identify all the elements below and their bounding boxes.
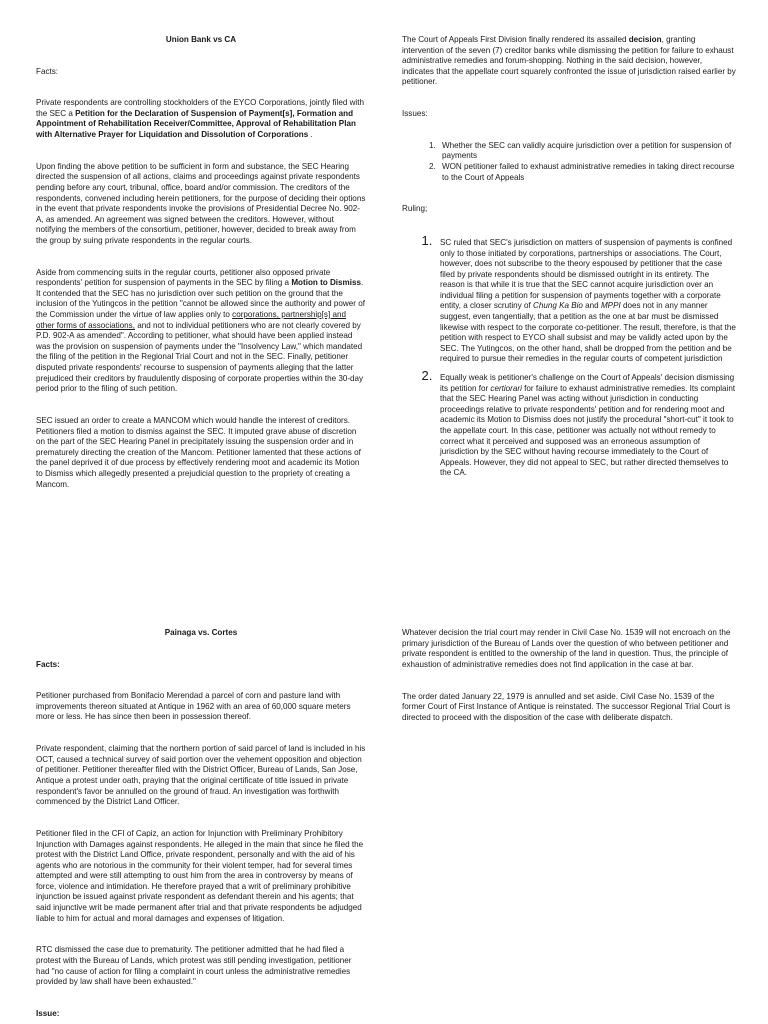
case1-issues-label: Issues: — [402, 109, 428, 119]
case2-facts-column — [36, 628, 366, 1024]
ruling-item-1: 1. SC ruled that SEC's jurisdiction on matters of suspension of payments is confined only to those initiated by corporations, partnerships or associations. The Court, however, does not subscribe to the theory espoused by petitioner that the case filed by private respondents should be dismissed outright in its entirety. The reason is that while it is true that the SEC cannot acquire jurisdiction over an individual filing a petition for suspension of payments together with a corporate entity, a closer scrutiny of Chung Ka Bio and MPPI does not in any manner suggest, even tangentially, that a petition as the one at bar must be dismissed likewise with respect to the corporate co-petitioner. The result, therefore, is that the petition with respect to EYCO shall subsist and may be validly acted upon by the SEC. The Yutingcos, on the other hand, shall be dropped from the petition and be required to pursue their remedies in the regular courts of competent jurisdiction — [436, 236, 736, 365]
case2-facts-paragraph-3: Petitioner filed in the CFI of Capiz, an action for Injunction with Preliminary Prohibitory Injunction with Damages against respondents. He alleged in the main that since he filed the protest with the District Land Office, private respondent, personally and with the aid of his agents who are notorious in the community for their violent temper, had for several times attempted and were still attempting to oust him from the area in controversy by means of force, violence and intimidation. He therefore prayed that a writ of preliminary prohibitive injunction be issued against private respondent as defendant therein and his agents; that said injunctive writ be made permanent after trial and that private respondents be adjudged liable to him for actual and moral damages and expenses of litigation. — [36, 828, 364, 923]
case1-facts-column — [36, 35, 366, 501]
case1-ruling-label: Ruling; — [402, 204, 428, 214]
petition-title: Petition for the Declaration of Suspension of Payment[s], Formation and Appointment of Rehabilitation Receiver/Committee, Approval of Rehabilitation Plan with Alternative Prayer for Liquidation and Dissolution of Corporations — [36, 108, 356, 139]
case1-title: Union Bank vs CA — [165, 35, 237, 44]
case1-facts-paragraph-1: Private respondents are controlling stockholders of the EYCO Corporations, jointly filed with the SEC a Petition for the Declaration of Suspension of Payment[s], Formation and Appointment of Rehabilitation Receiver/Committee, Approval of Rehabilitation Plan with Alternative Prayer for Liquidation and Dissolution of Corporations . — [36, 98, 364, 139]
case2-ruling-paragraph-1: Whatever decision the trial court may render in Civil Case No. 1539 will not encroach on the primary jurisdiction of the Bureau of Lands over the question of who between petitioner and private respondent is entitled to the ownership of the land in question. Thus, the principle of exhaustion of administrative remedies does not find application in the case at bar. — [402, 628, 731, 669]
case1-ruling-list — [402, 236, 736, 479]
case2-ruling-paragraph-2: The order dated January 22, 1979 is annulled and set aside. Civil Case No. 1539 of the former Court of First Instance of Antique is reinstated. The successor Regional Trial Court is directed to proceed with the disposition of the case with deliberate dispatch. — [402, 691, 731, 722]
case1-ca-decision-paragraph: The Court of Appeals First Division finally rendered its assailed decision, granting intervention of the seven (7) creditor banks while dismissing the petition for failure to exhaust administrative remedies and forum-shopping. Nothing in the said decision, however, indicates that the appellate court squarely confronted the issue of jurisdiction raised earlier by petitioner. — [402, 35, 736, 87]
issue-item-2: 2. WON petitioner failed to exhaust administrative remedies in taking direct recourse to the Court of Appeals — [438, 162, 736, 183]
case2-facts-paragraph-1: Petitioner purchased from Bonifacio Merendad a parcel of corn and pasture land with improvements thereon situated at Antique in 1962 with an area of 60,000 square meters more or less. He has since then been in possession thereof. — [36, 691, 351, 722]
ruling-item-2: 2. Equally weak is petitioner's challenge on the Court of Appeals' decision dismissing its petition for certiorari for failure to exhaust administrative remedies. Its complaint that the SEC Hearing Panel was acting without jurisdiction in conducting proceedings relative to private respondents' petition and for rendering moot and academic its Motion to Dismiss does not justify the procedural "short-cut" it took to the appellate court. In this case, petitioner was actually not without remedy to correct what it perceived and supposed was an erroneous assumption of jurisdiction by the SEC without having recourse immediately to the Court of Appeals. However, they did not appeal to SEC, but rather directed themselves to the CA. — [436, 371, 736, 479]
underlined-phrase: corporations, partnership[s] and other forms of associations, — [36, 310, 346, 330]
case1-facts-paragraph-2: Upon finding the above petition to be sufficient in form and substance, the SEC Hearing directed the suspension of all actions, claims and proceedings against private respondents pending before any court, tribunal, office, board and/or commission. The creditors of the respondents, convened including herein petitioners, for the purpose of deciding their options in the event that private respondents invoke the provisions of Presidential Decree No. 902-A, as amended. An agreement was signed between the creditors. However, without notifying the members of the consortium, petitioner, however, decided to break away from the group by suing private respondents in the regular courts. — [36, 161, 366, 245]
case1-facts-paragraph-3: Aside from commencing suits in the regular courts, petitioner also opposed private respondents' petition for suspension of payments in the SEC by filing a Motion to Dismiss. It contended that the SEC has no jurisdiction over such petition on the ground that the inclusion of the Yutingcos in the petition "cannot be allowed since the authority and power of the Commission under the virtue of law applies only to corporations, partnership[s] and other forms of associations, and not to individual petitioners who are not clearly covered by P.D. 902-A as amended". According to petitioner, what should have been applied instead was the provision on suspension of payments under the "Insolvency Law," which mandated the filing of the petition in the Regional Trial Court and not in the SEC. Finally, petitioner disputed private respondents' recourse to suspension of payments alleging that the latter prejudiced their creditors by fraudulently disposing of corporate properties within the 30-day period prior to the filing of such petition. — [36, 267, 365, 394]
case1-facts-label: Facts: — [36, 66, 59, 76]
motion-to-dismiss: Motion to Dismiss — [291, 278, 362, 288]
case2-facts-paragraph-4: RTC dismissed the case due to prematurity. The petitioner admitted that he had filed a protest with the Bureau of Lands, which protest was still pending investigation, petitioner had "no cause of action for filing a complaint in court unless the administrative remedies provided by law shall have been exhausted." — [36, 945, 352, 987]
case2-ruling-column — [402, 628, 736, 734]
case2-title: Painaga vs. Cortes — [164, 628, 238, 637]
case2-facts-label: Facts: — [36, 659, 60, 669]
issue-item-1: 1. Whether the SEC can validly acquire jurisdiction over a petition for suspension of payments — [438, 141, 736, 162]
case1-issues-list — [402, 141, 736, 183]
case2-issue-label: Issue: — [36, 1009, 60, 1018]
case2-facts-paragraph-2: Private respondent, claiming that the northern portion of said parcel of land is included in his OCT, caused a technical survey of said portion over the vehement opposition and objection of petitioner. Petitioner thereafter filed with the District Officer, Bureau of Lands, San Jose, Antique a protest under oath, praying that the original certificate of title issued in private respondent's favor be annulled on the ground of fraud. An investigation was forthwith commenced by the District Land Officer. — [36, 744, 366, 807]
case1-facts-paragraph-4: SEC issued an order to create a MANCOM which would handle the interest of creditors. Petitioners filed a motion to dismiss against the SEC. It imputed grave abuse of discretion on the part of the SEC Hearing Panel in precipitately issuing the suspension order and in prematurely directing the creation of the Mancom. Petitioner lamented that these actions of the panel deprived it of due process by effectively rendering moot and academic its Motion to Dismiss which allegedly presented a prejudicial question to the propriety of creating a Mancom. — [36, 416, 361, 489]
case1-ruling-column — [402, 35, 736, 485]
